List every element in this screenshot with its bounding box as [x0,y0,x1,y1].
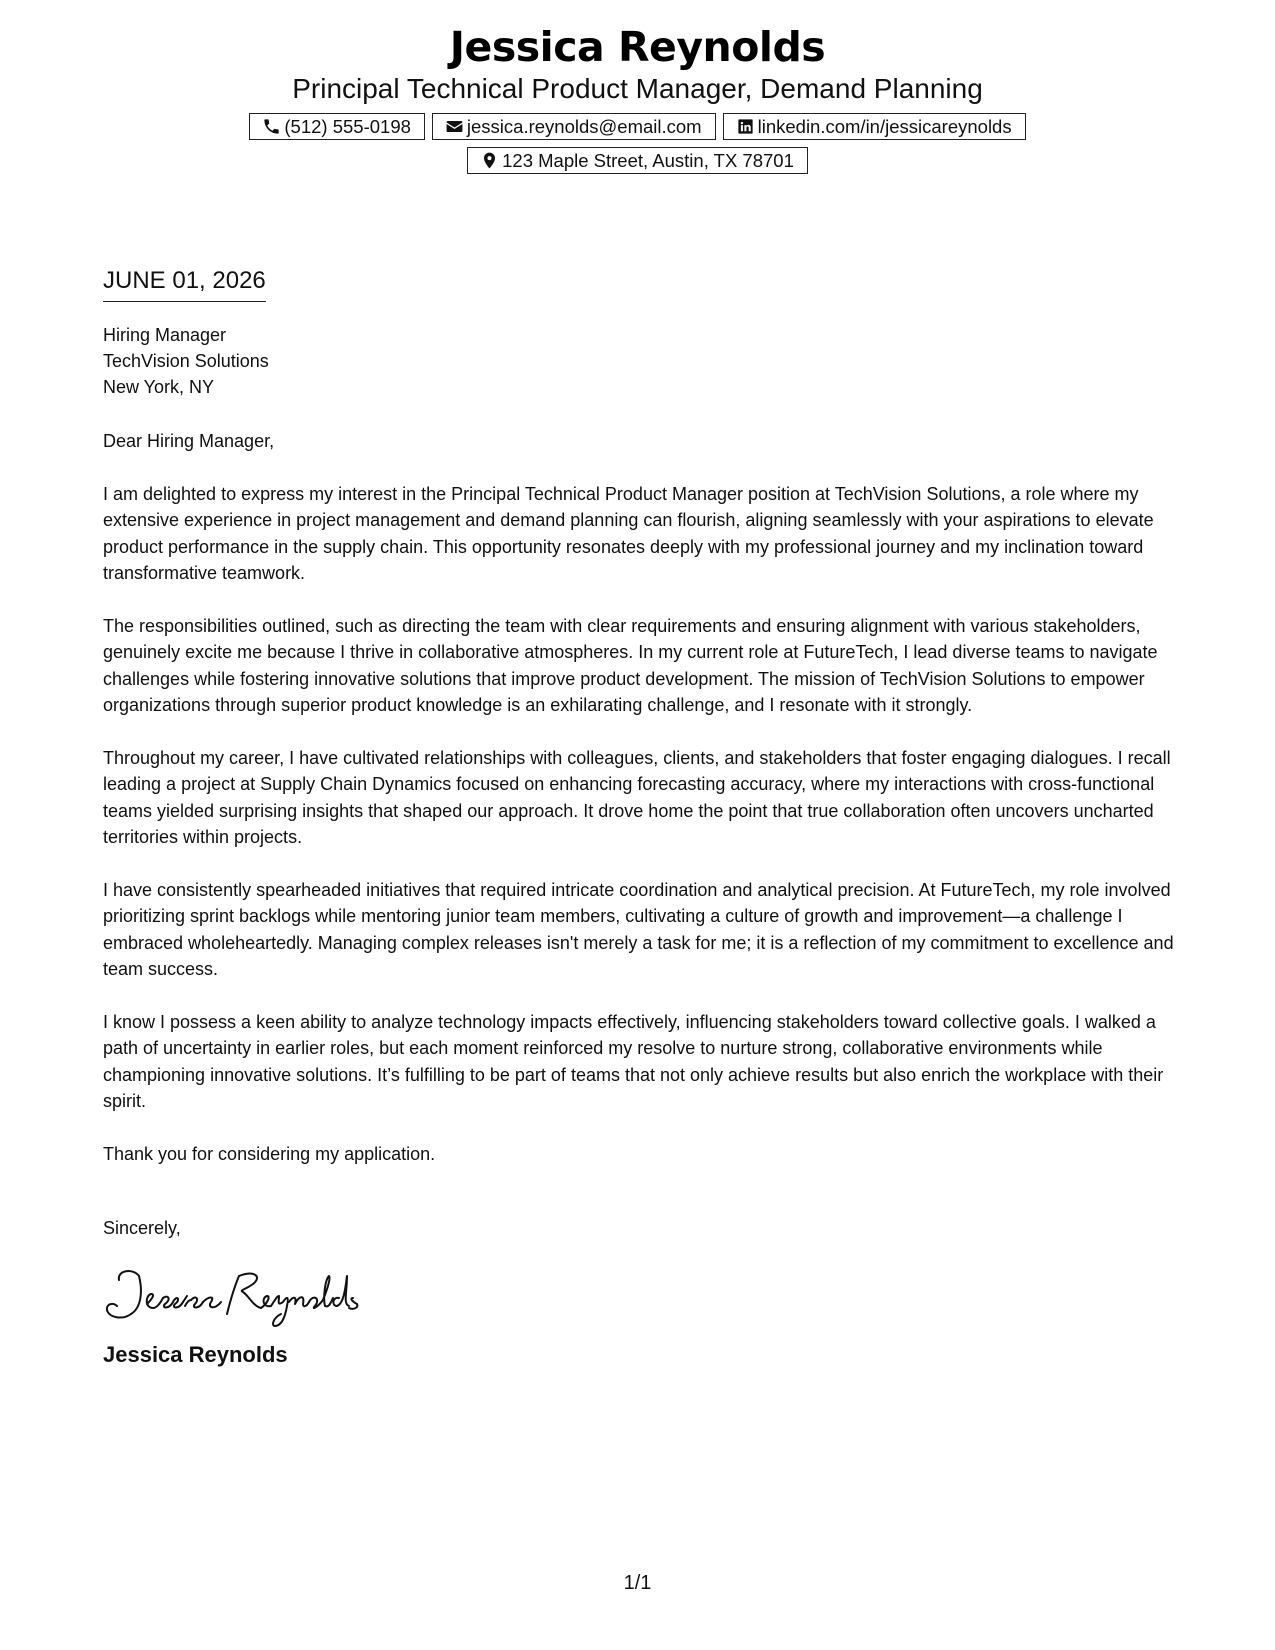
linkedin-icon [736,117,755,136]
body-paragraph: I know I possess a keen ability to analyze technology impacts effectively, influencing stakeholders toward collective goals. I walked a path of uncertainty in earlier roles, but each moment reinforced my resolve to nurture strong, collaborative environments while championing innovative solutions. It’s fulfilling to be part of teams that not only achieve results but also enrich the workplace with their spirit. [103,1011,1164,1111]
contact-row-primary [0,113,1275,140]
handwritten-signature [103,1262,1178,1334]
signature-icon [103,1262,363,1334]
phone-text: (512) 555-0198 [284,115,411,137]
body-paragraph: Thank you for considering my application. [103,1143,436,1164]
email-text: jessica.reynolds@email.com [466,115,702,137]
body-paragraph: I have consistently spearheaded initiatives that required intricate coordination and analytical precision. At FutureTech, my role involved prioritizing sprint backlogs while mentoring junior team members, cultivating a culture of growth and improvement—a challenge I embraced wholeheartedly. Managing complex releases isn't merely a task for me; it is a reflection of my commitment to excellence and team success. [103,879,1174,979]
contact-phone[interactable] [249,113,425,140]
linkedin-text: linkedin.com/in/jessicareynolds [757,115,1012,137]
body-paragraph: The responsibilities outlined, such as directing the team with clear requirements and ensuring alignment with various stakeholders, genuinely excite me because I thrive in collaborative atmospheres. In my current role at FutureTech, I lead diverse teams to navigate challenges while fostering innovative solutions that improve product development. The mission of TechVision Solutions to empower organizations through superior product knowledge is an exhilarating challenge, and I resonate with it strongly. [103,615,1158,715]
applicant-name: Jessica Reynolds [449,23,826,71]
letter-date: JUNE 01, 2026 [103,265,266,302]
map-pin-icon [480,151,499,170]
contact-address[interactable] [467,147,808,174]
phone-icon [262,117,281,136]
recipient-line: Hiring Manager [103,325,227,345]
salutation: Dear Hiring Manager, [103,431,275,451]
letter-body [103,265,1178,1370]
contact-linkedin[interactable] [723,113,1026,140]
letter-header [0,22,1275,174]
body-paragraph: I am delighted to express my interest in the Principal Technical Product Manager position at TechVision Solutions, a role where my extensive experience in project management and demand planning can flourish, aligning seamlessly with your aspirations to elevate product performance in the supply chain. This opportunity resonates deeply with my professional journey and my inclination toward transformative teamwork. [103,483,1154,583]
signer-name: Jessica Reynolds [103,1341,288,1367]
address-text: 123 Maple Street, Austin, TX 78701 [502,149,794,171]
page-number: 1/1 [623,1572,652,1594]
recipient-block [103,322,1178,400]
contact-row-secondary [0,147,1275,174]
body-paragraph: Throughout my career, I have cultivated relationships with colleagues, clients, and stakeholders that foster engaging dialogues. I recall leading a project at Supply Chain Dynamics focused on enhancing forecasting accuracy, where my interactions with cross-functional teams yielded surprising insights that shaped our approach. It drove home the point that true collaboration often uncovers uncharted territories within projects. [103,747,1171,847]
closing: Sincerely, [103,1218,181,1238]
applicant-title: Principal Technical Product Manager, Demand Planning [292,73,983,104]
envelope-icon [445,117,464,136]
recipient-line: New York, NY [103,377,215,397]
contact-email[interactable] [432,113,716,140]
recipient-line: TechVision Solutions [103,351,269,371]
